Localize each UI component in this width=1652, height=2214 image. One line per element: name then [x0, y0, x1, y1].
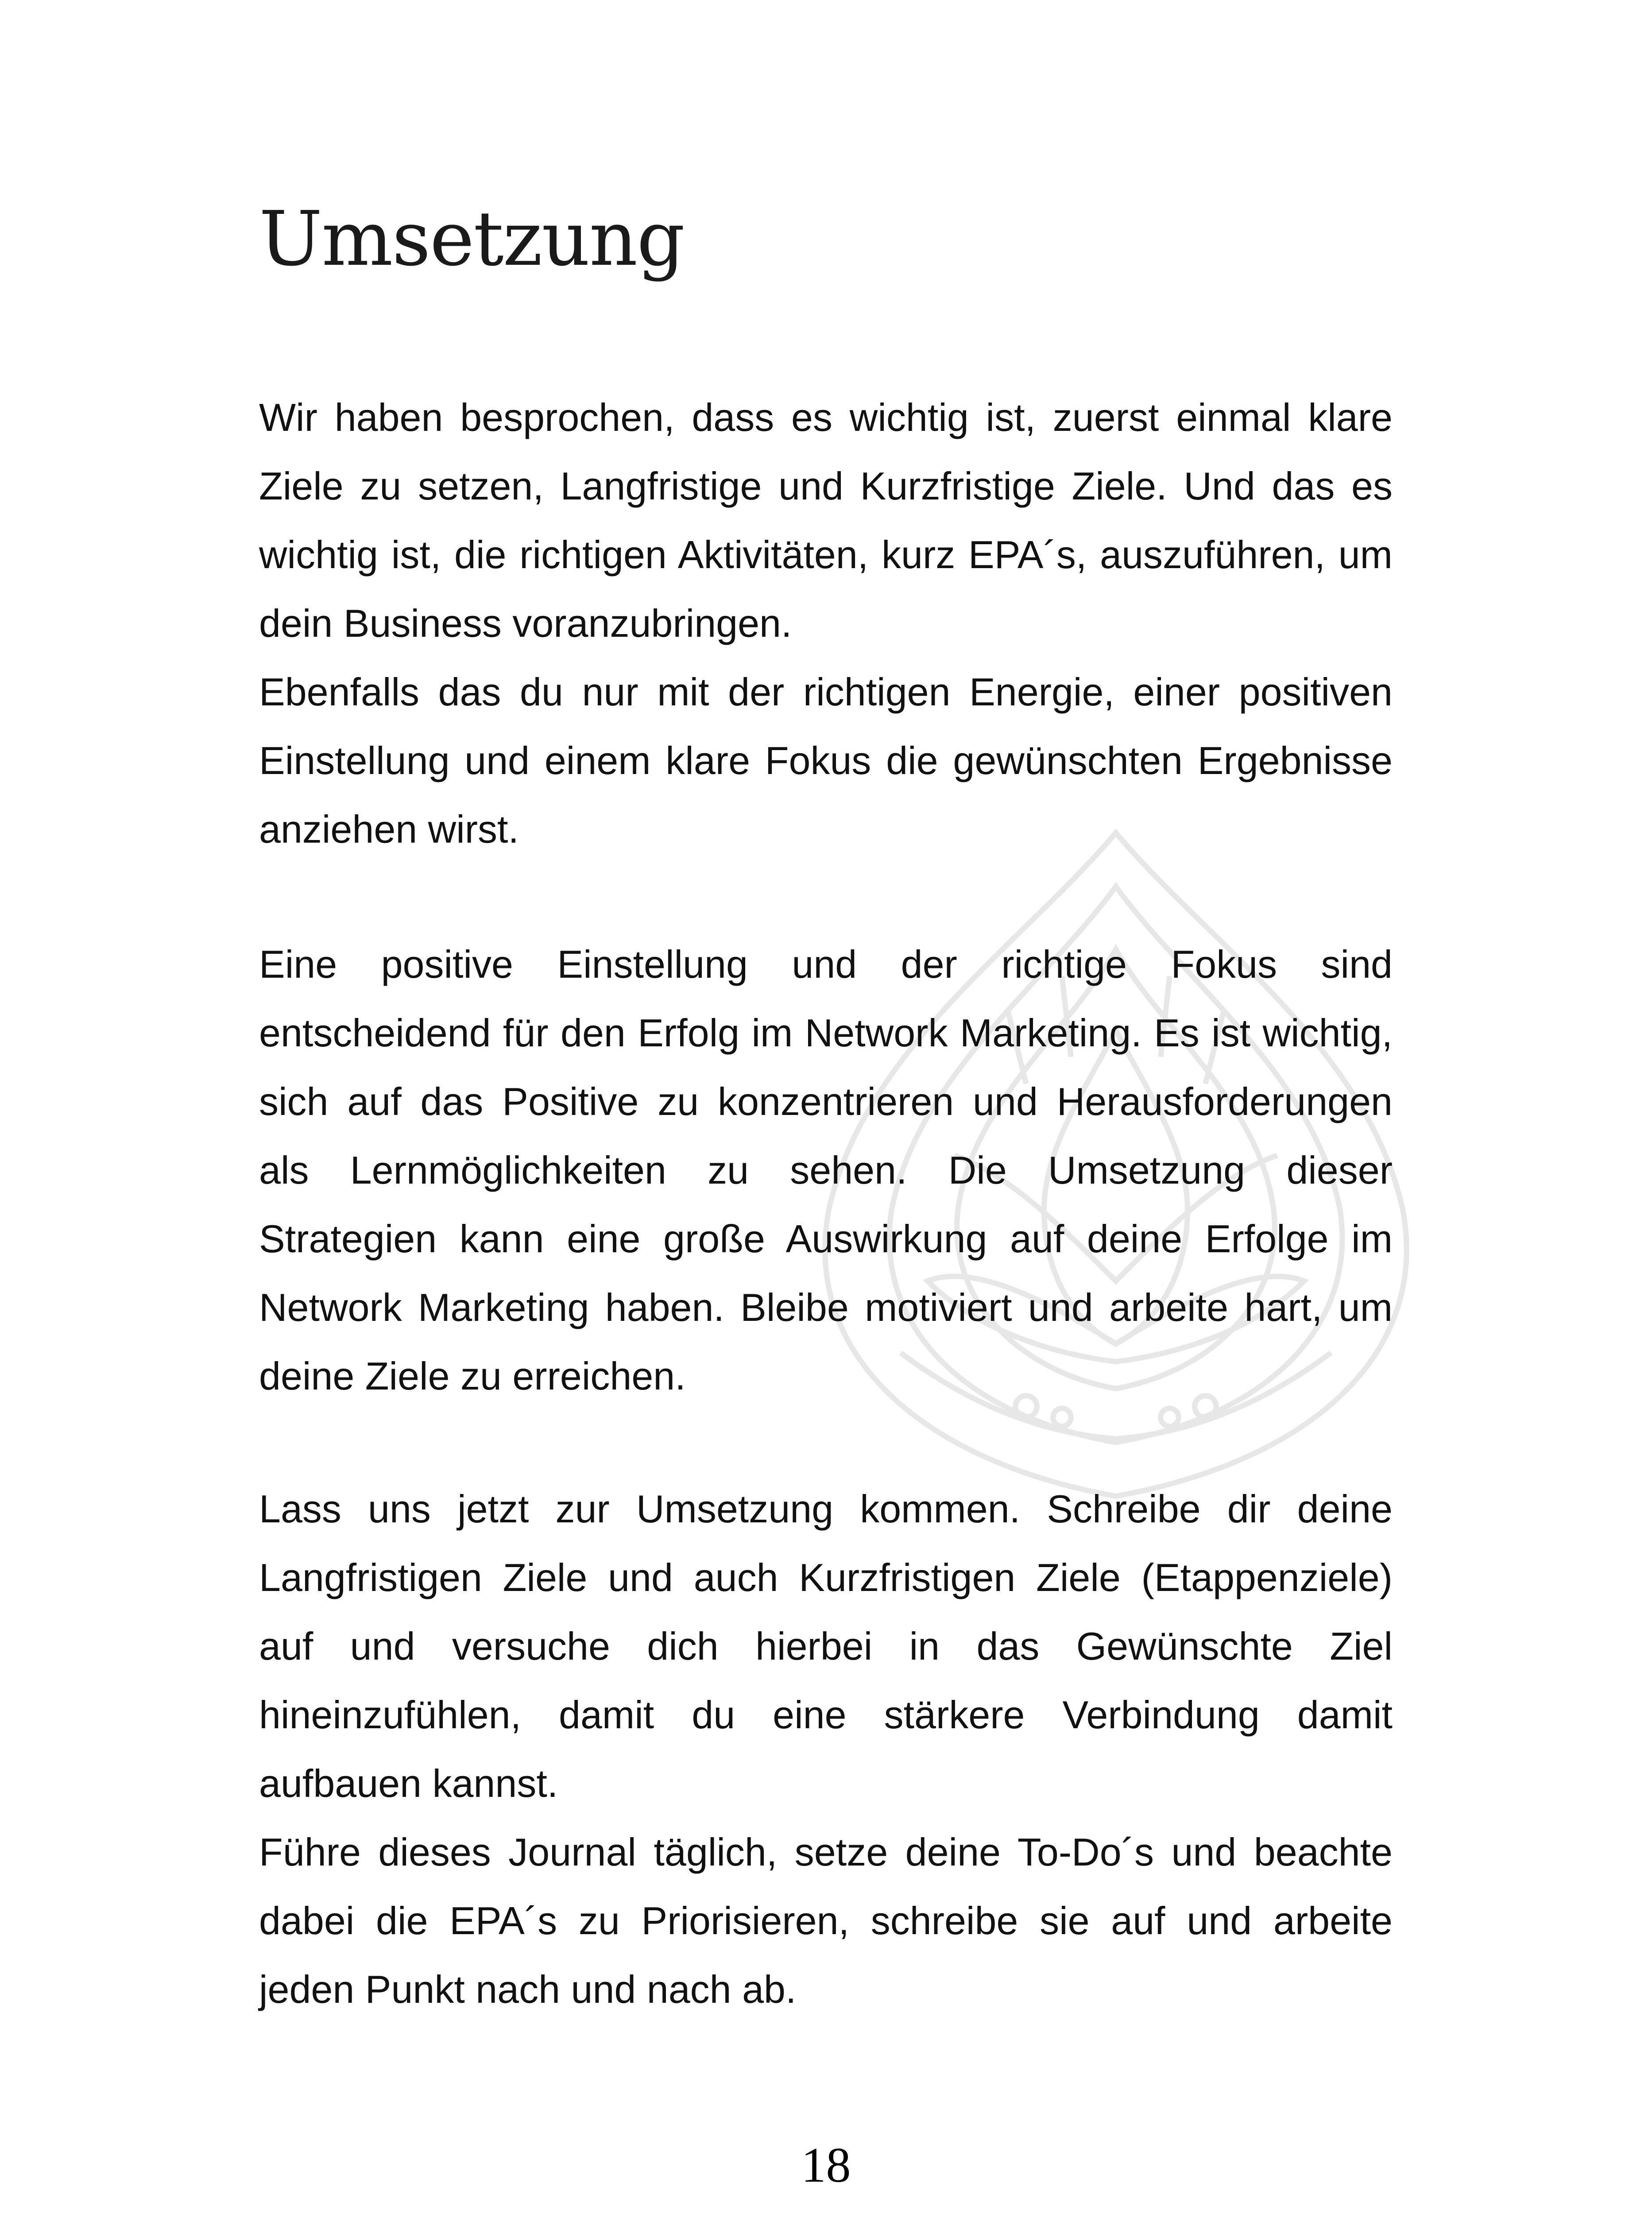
page-title: Umsetzung [259, 195, 684, 283]
page-number: 18 [801, 2138, 851, 2193]
paragraph: Führe dieses Journal täglich, setze deine To-Do´s und beachte dabei die EPA´s zu Priorisieren, schreibe sie auf und arbeite jeden Punkt nach und nach ab. [259, 1830, 1393, 2011]
text-section-intro [259, 383, 1393, 863]
paragraph: Eine positive Einstellung und der richtige Fokus sind entscheidend für den Erfolg im Network Marketing. Es ist wichtig, sich auf das Positive zu konzentrieren und Herausforderungen als Lernmöglichkeiten zu sehen. Die Umsetzung dieser Strategien kann eine große Auswirkung auf deine Erfolge im Network Marketing haben. Bleibe motiviert und arbeite hart, um deine Ziele zu erreichen. [259, 942, 1393, 1398]
paragraph: Wir haben besprochen, dass es wichtig ist, zuerst einmal klare Ziele zu setzen, Langfristige und Kurzfristige Ziele. Und das es wichtig ist, die richtigen Aktivitäten, kurz EPA´s, auszuführen, um dein Business voranzubringen. [259, 395, 1393, 645]
text-section-focus [259, 930, 1393, 1410]
paragraph: Lass uns jetzt zur Umsetzung kommen. Schreibe dir deine Langfristigen Ziele und auch Kurzfristigen Ziele (Etappenziele) auf und versuche dich hierbei in das Gewünschte Ziel hineinzufühlen, damit du eine stärkere Verbindung damit aufbauen kannst. [259, 1487, 1393, 1805]
paragraph: Ebenfalls das du nur mit der richtigen Energie, einer positiven Einstellung und einem klare Fokus die gewünschten Ergebnisse anziehen wirst. [259, 670, 1393, 851]
text-section-implementation [259, 1475, 1393, 2024]
